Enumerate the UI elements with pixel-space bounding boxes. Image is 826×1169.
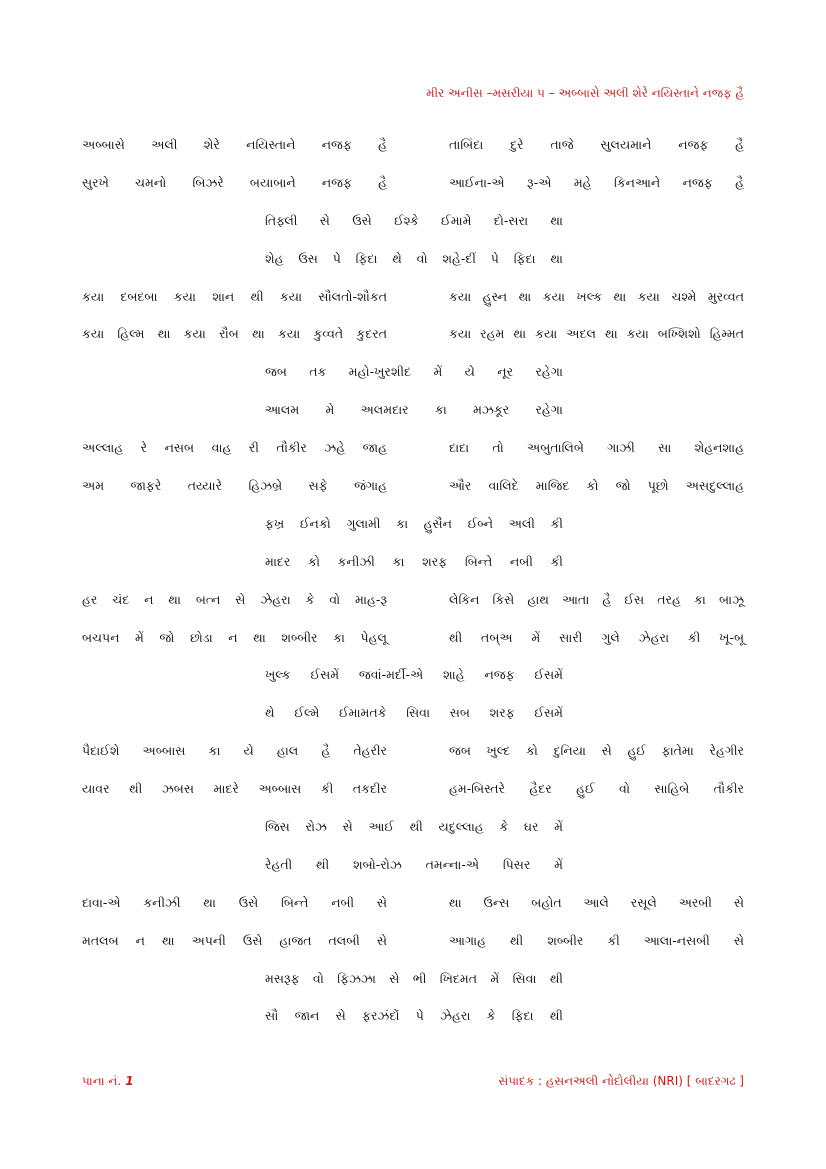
refrain-row bbox=[82, 514, 744, 552]
verse-row bbox=[82, 741, 744, 779]
verse-right: હમ-બિસ્તરે હૈદર હુઈ વો સાહિબે તૌકીર bbox=[449, 781, 744, 797]
refrain-line: થે ઈલ્મે ઈમામતકે સિવા સબ શરફ ઈસમેં bbox=[265, 705, 563, 721]
editor-credit: સંપાદક : હસનઅલી નોદોલીયા (NRI) [ બાદરગઢ ] bbox=[498, 1074, 744, 1088]
refrain-row bbox=[82, 665, 744, 703]
verse-row bbox=[82, 438, 744, 476]
poem-body bbox=[82, 135, 744, 1044]
verse-right: કયા હુસ્ન થા કયા ખલ્ક થા કયા ચશ્મે મુરવ્વત bbox=[449, 288, 744, 304]
verse-row bbox=[82, 628, 744, 666]
refrain-line: જિસ રોઝ સે આઈ થી યદુલ્લાહ કે ઘર મેં bbox=[265, 819, 563, 835]
verse-right: આગાહ થી શબ્બીર કી આલા-નસબી સે bbox=[449, 932, 744, 948]
verse-right: તાબિંદા દુરે તાજે સુલયમાને નજફ હૈ bbox=[449, 137, 744, 152]
verse-left: અમ જાફરે તય્યારે હિઝબ્રે સફે જંગાહ bbox=[82, 478, 387, 494]
refrain-line: શેહ ઉસ પે ફિદા થે વો શહે-દીં પે ફિદા થા bbox=[265, 250, 563, 266]
verse-left: યાવર થી ઝબસ માદરે અબ્બાસ કી તકદીર bbox=[82, 781, 387, 797]
refrain-row bbox=[82, 400, 744, 438]
verse-left: કયા હિલ્મ થા કયા રૌબ થા કયા કુવ્વતે કુદરત bbox=[82, 326, 387, 342]
refrain-row bbox=[82, 552, 744, 590]
refrain-row bbox=[82, 211, 744, 249]
verse-right: દાદા તો અબુતાલિબે ગાઝી સા શેહનશાહ bbox=[449, 440, 744, 456]
verse-row bbox=[82, 476, 744, 514]
refrain-line: મસરૂફ વો ફિઝઝા સે ભી ખિદમત મેં સિવા થી bbox=[265, 970, 563, 986]
verse-left: હર ચંદ ન થા બત્ન સે ઝેહરા કે વો માહ-રૂ bbox=[82, 591, 387, 607]
verse-right: લેકિન કિસે હાથ આતા હૈ ઈસ તરહ કા બાઝૂ bbox=[449, 591, 744, 607]
refrain-row bbox=[82, 1006, 744, 1044]
page-number-footer bbox=[82, 1074, 134, 1089]
stanza bbox=[82, 438, 744, 590]
verse-left: મતલબ ન થા અપની ઉસે હાજત તલબી સે bbox=[82, 932, 387, 948]
page-header-title: મીર અનીસ –મસરીયા ૫ – અબ્બાસે અલી શેરે નયિસ્તાને નજફ હૈ bbox=[426, 86, 744, 100]
stanza bbox=[82, 590, 744, 742]
verse-left: અલ્લાહ રે નસબ વાહ રી તૌકીર ઝહે જાહ bbox=[82, 440, 387, 456]
stanza bbox=[82, 741, 744, 893]
refrain-line: સૌ જાન સે ફરઝંદોં પે ઝેહરા કે ફિદા થી bbox=[265, 1008, 563, 1024]
refrain-line: જબ તક મહો-ખુરશીદ મેં યે નૂર રહેગા bbox=[265, 364, 563, 380]
verse-right: જબ ખુલ્દ કો દુનિયા સે હુઈ ફાતેમા રેહગીર bbox=[449, 743, 744, 759]
refrain-row bbox=[82, 703, 744, 741]
refrain-line: રેહતી થી શબો-રોઝ તમન્ના-એ પિસર મેં bbox=[265, 856, 563, 872]
refrain-row bbox=[82, 362, 744, 400]
stanza bbox=[82, 893, 744, 1045]
verse-right: થા ઉન્સ બહોત આલે રસૂલે અરબી સે bbox=[449, 894, 744, 910]
stanza bbox=[82, 287, 744, 439]
verse-left: અબ્બાસે અલી શેરે નયિસ્તાને નજફ હૈ bbox=[82, 137, 387, 152]
page-number: 1 bbox=[125, 1074, 134, 1088]
refrain-row bbox=[82, 969, 744, 1007]
verse-right: ઔર વાલિદે માજિદ કો જો પૂછો અસદુલ્લાહ bbox=[449, 478, 744, 494]
refrain-row bbox=[82, 249, 744, 287]
verse-right: કયા રહમ થા કયા અદલ થા કયા બખ્શિશો હિમ્મત bbox=[449, 326, 744, 342]
verse-row bbox=[82, 779, 744, 817]
verse-row bbox=[82, 173, 744, 211]
refrain-line: માદર કો કનીઝી કા શરફ બિન્તે નબી કી bbox=[265, 553, 563, 569]
verse-left: દાવા-એ કનીઝી થા ઉસે બિન્તે નબી સે bbox=[82, 894, 387, 910]
refrain-line: આલમ મે અલમદાર કા મઝકૂર રહેગા bbox=[265, 402, 563, 418]
verse-row bbox=[82, 931, 744, 969]
refrain-row bbox=[82, 855, 744, 893]
stanza bbox=[82, 135, 744, 287]
verse-left: બચપન મેં જો છોડા ન થા શબ્બીર કા પેહલૂ bbox=[82, 629, 387, 645]
verse-right: થી તબ્અ મેં સારી ગુલે ઝેહરા કી ખૂ-બૂ bbox=[449, 629, 744, 645]
verse-left: સુરખે ચમનો બિઝરે બયાબાને નજફ હૈ bbox=[82, 174, 387, 190]
refrain-line: ફખ્ર ઈનકો ગુલામી કા હુસૈન ઈબ્ને અલી કી bbox=[265, 515, 563, 531]
verse-row bbox=[82, 324, 744, 362]
verse-row bbox=[82, 287, 744, 325]
verse-row bbox=[82, 893, 744, 931]
page-label: પાના નં. bbox=[82, 1074, 122, 1088]
verse-left: કયા દબદબા કયા શાન થી કયા સૌલતો-શૌકત bbox=[82, 288, 387, 304]
verse-right: આઈના-એ રૂ-એ મહે કિનઆને નજફ હૈ bbox=[449, 174, 744, 190]
verse-row bbox=[82, 590, 744, 628]
verse-row bbox=[82, 135, 744, 173]
verse-left: પૈદાઈશે અબ્બાસ કા યે હાલ હૈ તેહરીર bbox=[82, 743, 387, 759]
refrain-row bbox=[82, 817, 744, 855]
refrain-line: ખુલ્ક ઈસમેં જવાં-મર્દી-એ શાહે નજફ ઈસમેં bbox=[265, 667, 563, 683]
refrain-line: તિફ્લી સે ઉસે ઈશ્કે ઈમામે દો-સરા થા bbox=[265, 212, 563, 228]
